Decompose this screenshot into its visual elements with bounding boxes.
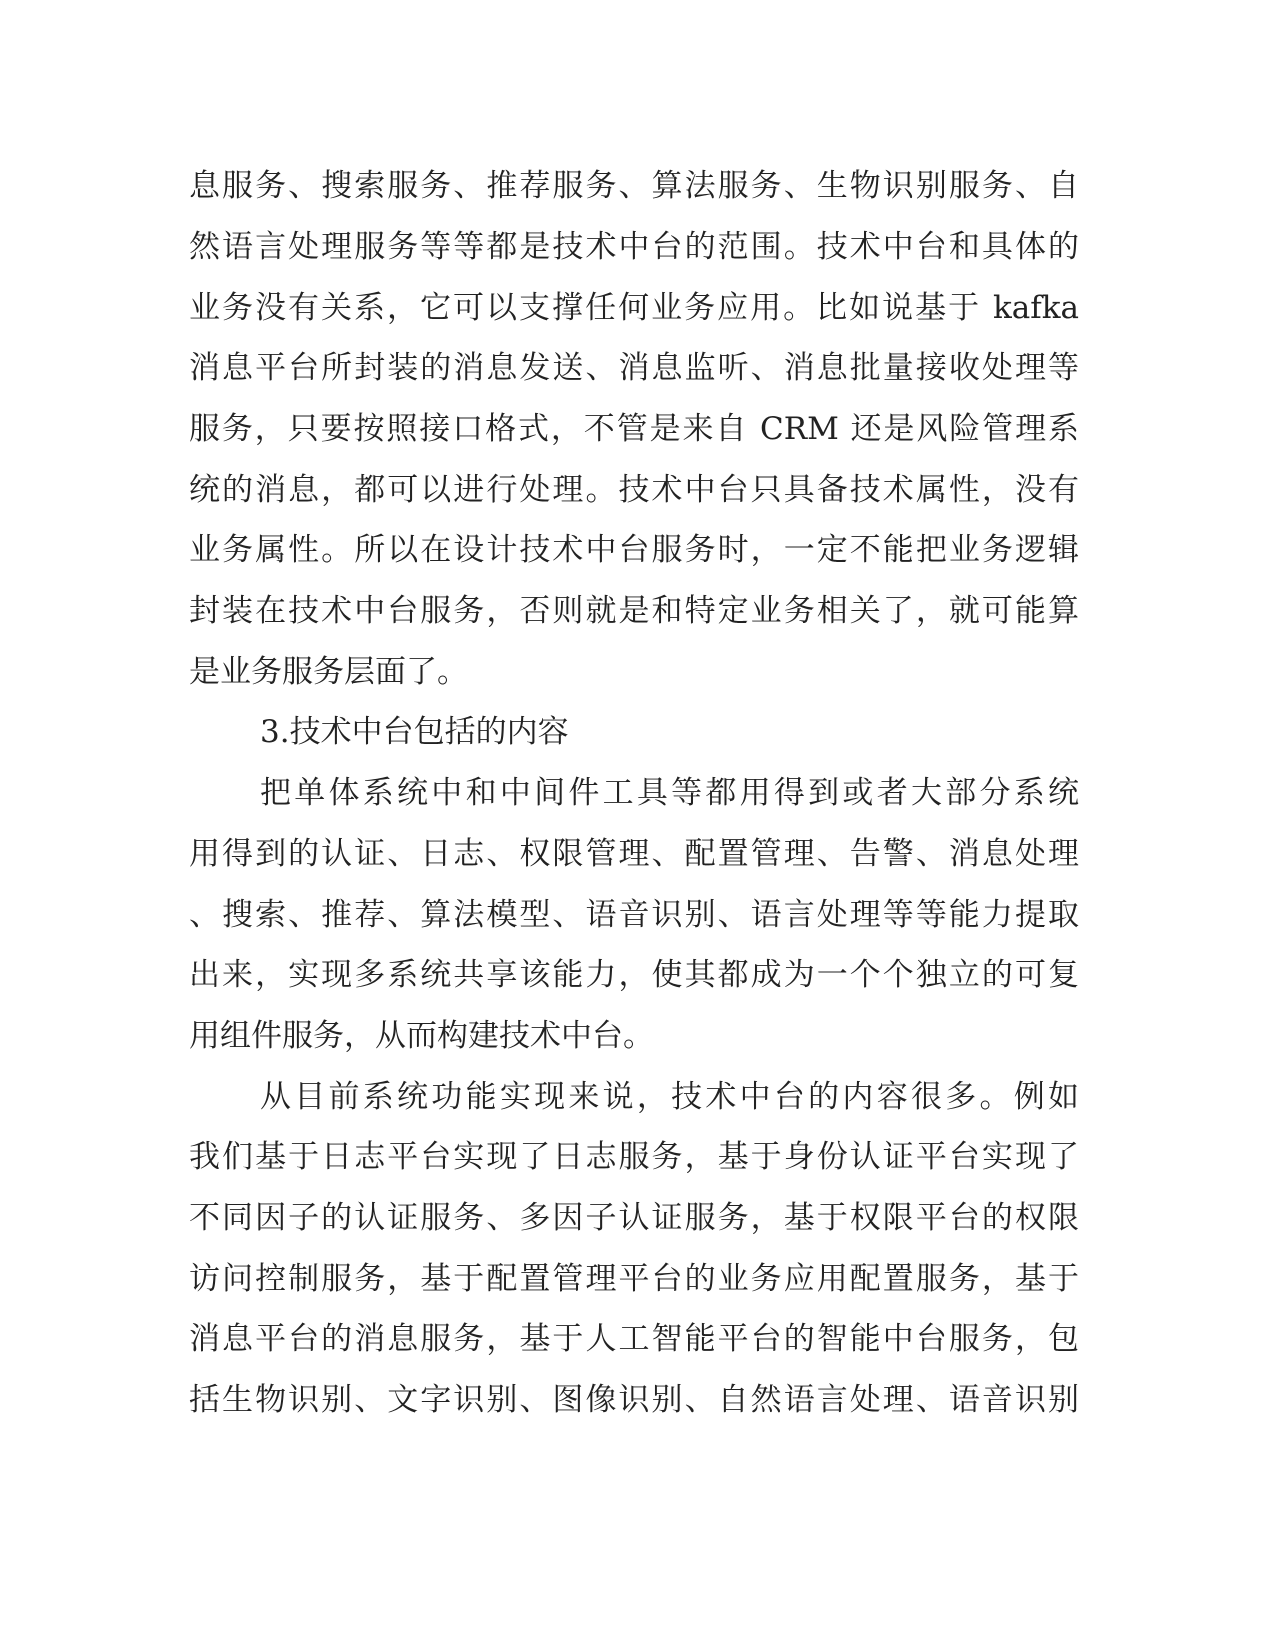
paragraph-line: 服务，只要按照接口格式，不管是来自 CRM 还是风险管理系 bbox=[189, 411, 1079, 447]
paragraph-line: 统的消息，都可以进行处理。技术中台只具备技术属性，没有 bbox=[189, 472, 1079, 508]
paragraph-line: 我们基于日志平台实现了日志服务，基于身份认证平台实现了 bbox=[189, 1139, 1079, 1175]
paragraph-line: 不同因子的认证服务、多因子认证服务，基于权限平台的权限 bbox=[189, 1200, 1079, 1236]
paragraph-line: 然语言处理服务等等都是技术中台的范围。技术中台和具体的 bbox=[189, 229, 1079, 265]
paragraph-line: 业务没有关系，它可以支撑任何业务应用。比如说基于 kafka bbox=[189, 290, 1079, 326]
paragraph-line: 业务属性。所以在设计技术中台服务时，一定不能把业务逻辑 bbox=[189, 532, 1079, 568]
paragraph-line: 用得到的认证、日志、权限管理、配置管理、告警、消息处理 bbox=[189, 836, 1079, 872]
paragraph-line: 访问控制服务，基于配置管理平台的业务应用配置服务，基于 bbox=[189, 1261, 1079, 1297]
paragraph-line: 消息平台的消息服务，基于人工智能平台的智能中台服务，包 bbox=[189, 1321, 1079, 1357]
paragraph-line: 出来，实现多系统共享该能力，使其都成为一个个独立的可复 bbox=[189, 957, 1079, 993]
paragraph-first-line: 把单体系统中和中间件工具等都用得到或者大部分系统 bbox=[260, 775, 1079, 811]
paragraph-last-line: 用组件服务，从而构建技术中台。 bbox=[189, 1018, 654, 1054]
paragraph-line: 括生物识别、文字识别、图像识别、自然语言处理、语音识别 bbox=[189, 1382, 1079, 1418]
section-heading: 3.技术中台包括的内容 bbox=[260, 714, 569, 750]
paragraph-first-line: 从目前系统功能实现来说，技术中台的内容很多。例如 bbox=[260, 1079, 1079, 1115]
paragraph-line: 息服务、搜索服务、推荐服务、算法服务、生物识别服务、自 bbox=[189, 168, 1079, 204]
paragraph-last-line: 是业务服务层面了。 bbox=[189, 654, 468, 690]
paragraph-line: 消息平台所封装的消息发送、消息监听、消息批量接收处理等 bbox=[189, 350, 1079, 386]
paragraph-line: 封装在技术中台服务，否则就是和特定业务相关了，就可能算 bbox=[189, 593, 1079, 629]
paragraph-line: 、搜索、推荐、算法模型、语音识别、语言处理等等能力提取 bbox=[189, 897, 1079, 933]
